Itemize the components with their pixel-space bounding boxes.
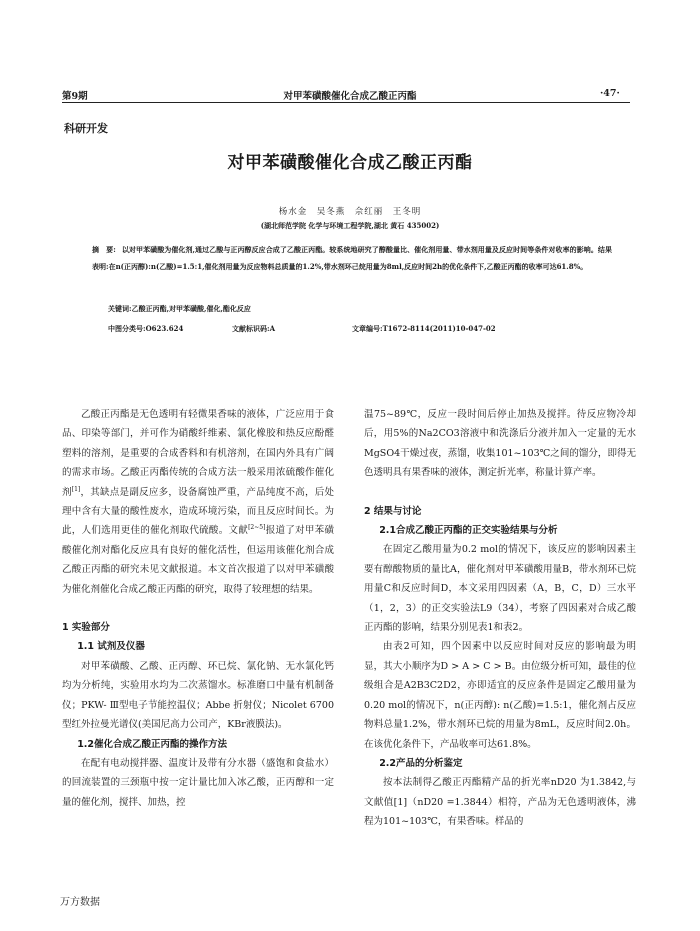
section-1-2-heading: 1.2催化合成乙酸正丙酯的操作方法 xyxy=(77,738,228,750)
section-1-heading: 1 实验部分 xyxy=(62,622,110,634)
section-tag: 科研开发 xyxy=(64,122,108,135)
keywords: 关键词:乙酸正丙酯,对甲苯磺酸,催化,酯化反应 xyxy=(108,304,251,313)
table-analysis-paragraph: 由表2可知，四个因素中以反应时间对反应的影响最为明显，其大小顺序为D > A > C > B。由位级分析可知，最佳的位级组合是A2B3C2D2，亦即适宜的反应条件是固定乙酸用量为0.20 mol的情况下，n(正丙醇): n(乙酸)=1.5:1，催化剂占反应物料总量1.2%，带水剂环已烷的用量为8mL，反应时间2.0h。在该优化条件下，产品收率可达61.8%。 xyxy=(364,641,636,750)
header-rule xyxy=(62,102,630,103)
affiliation: (湖北师范学院 化学与环境工程学院,湖北 黄石 435002) xyxy=(260,221,440,230)
intro-text-2: ，其缺点是副反应多，设备腐蚀严重，产品纯度不高，后处理中含有大量的酸性废水，造成环境污染，而且反应时间长。为此，人们选用更佳的催化剂取代硫酸。文献 xyxy=(62,486,334,537)
section-2-2-heading: 2.2产品的分析鉴定 xyxy=(379,757,463,769)
right-column xyxy=(364,405,636,832)
method-paragraph: 在配有电动搅拌器、温度计及带有分水器（盛饱和食盐水）的回流装置的三颈瓶中按一定计量比加入冰乙酸，正丙醇和一定量的催化剂，搅拌、加热，控 xyxy=(62,757,334,808)
citation-1: [1] xyxy=(71,485,81,493)
intro-paragraph xyxy=(62,405,334,599)
page-number: ·47· xyxy=(600,88,620,99)
method-continued-paragraph: 温75~89℃，反应一段时间后停止加热及搅拌。待反应物冷却后，用5%的Na2CO3溶液中和洗涤后分液并加入一定量的无水MgSO4干燥过夜，蒸馏，收集101~103℃之间的馏分，即得无色透明具有果香味的液体，测定折光率，称量计算产率。 xyxy=(364,409,636,479)
article-number: 文章编号:T1672-8114(2011)10-047-02 xyxy=(352,324,496,333)
reagents-paragraph: 对甲苯磺酸、乙酸、正丙醇、环已烷、氯化钠、无水氯化钙均为分析纯，实验用水均为二次蒸馏水。标准磨口中量有机制备仪；PKW- Ⅲ型电子节能控温仪；Abbe 折射仪；Nicolet 6700 型红外拉曼光谱仪(美国尼高力公司产，KBr液膜法)。 xyxy=(62,660,334,731)
left-column xyxy=(62,405,334,812)
abstract-label: 摘 要: xyxy=(92,245,116,254)
section-2-heading: 2 结果与讨论 xyxy=(364,505,422,517)
intro-text-1: 乙酸正丙酯是无色透明有轻微果香味的液体，广泛应用于食品、印染等部门，并可作为硝酸纤维素、氯化橡胶和热反应酚醛塑料的溶剂，是重要的合成香料和有机溶剂，在国内外具有广阔的需求市场。乙酸正丙酯传统的合成方法一般采用浓硫酸作催化剂 xyxy=(62,409,334,498)
citation-2-5: [2~5] xyxy=(248,524,266,532)
issue-number: 第9期 xyxy=(62,91,88,102)
section-2-1-heading: 2.1合成乙酸正丙酯的正交实验结果与分析 xyxy=(379,525,558,537)
intro-text-3: 报道了对甲苯磺酸催化剂对酯化反应具有良好的催化活性，但运用该催化剂合成乙酸正丙酯的研究未见文献报道。本文首次报道了以对甲苯磺酸为催化剂催化合成乙酸正丙酯的研究，取得了较理想的结果。 xyxy=(62,525,334,595)
clc-number: 中图分类号:O623.624 xyxy=(108,324,184,333)
orthogonal-paragraph: 在固定乙酸用量为0.2 mol的情况下，该反应的影响因素主要有醇酸物质的量比A，催化剂对甲苯磺酸用量B，带水剂环已烷用量C和反应时间D，本文采用四因素（A，B，C，D）三水平（1，2，3）的正交实验法L9（34），考察了四因素对合成乙酸正丙酯的影响，结果分别见表1和表2。 xyxy=(364,544,636,634)
paper-title: 对甲苯磺酸催化合成乙酸正丙酯 xyxy=(227,153,473,173)
footer-watermark: 万方数据 xyxy=(60,897,100,908)
abstract xyxy=(92,241,612,275)
running-title: 对甲苯磺酸催化合成乙酸正丙酯 xyxy=(283,91,417,102)
document-code: 文献标识码:A xyxy=(232,324,276,333)
authors: 杨水金 吴冬燕 佘红丽 王冬明 xyxy=(278,207,422,217)
abstract-text: 以对甲苯磺酸为催化剂,通过乙酸与正丙醇反应合成了乙酸正丙酯。较系统地研究了醇酸量比、催化剂用量、带水剂用量及反应时间等条件对收率的影响。结果表明:在n(正丙醇):n(乙酸)=1.5:1,催化剂用量为反应物料总质量的1.2%,带水剂环己烷用量为8ml,反应时间2h的优化条件下,乙酸正丙酯的收率可达61.8%。 xyxy=(92,245,612,271)
identification-paragraph: 按本法制得乙酸正丙酯精产品的折光率nD20 为1.3842,与文献值[1]（nD20 =1.3844）相符，产品为无色透明液体，沸程为101~103℃，有果香味。样品的 xyxy=(364,777,636,828)
section-1-1-heading: 1.1 试剂及仪器 xyxy=(77,641,145,653)
